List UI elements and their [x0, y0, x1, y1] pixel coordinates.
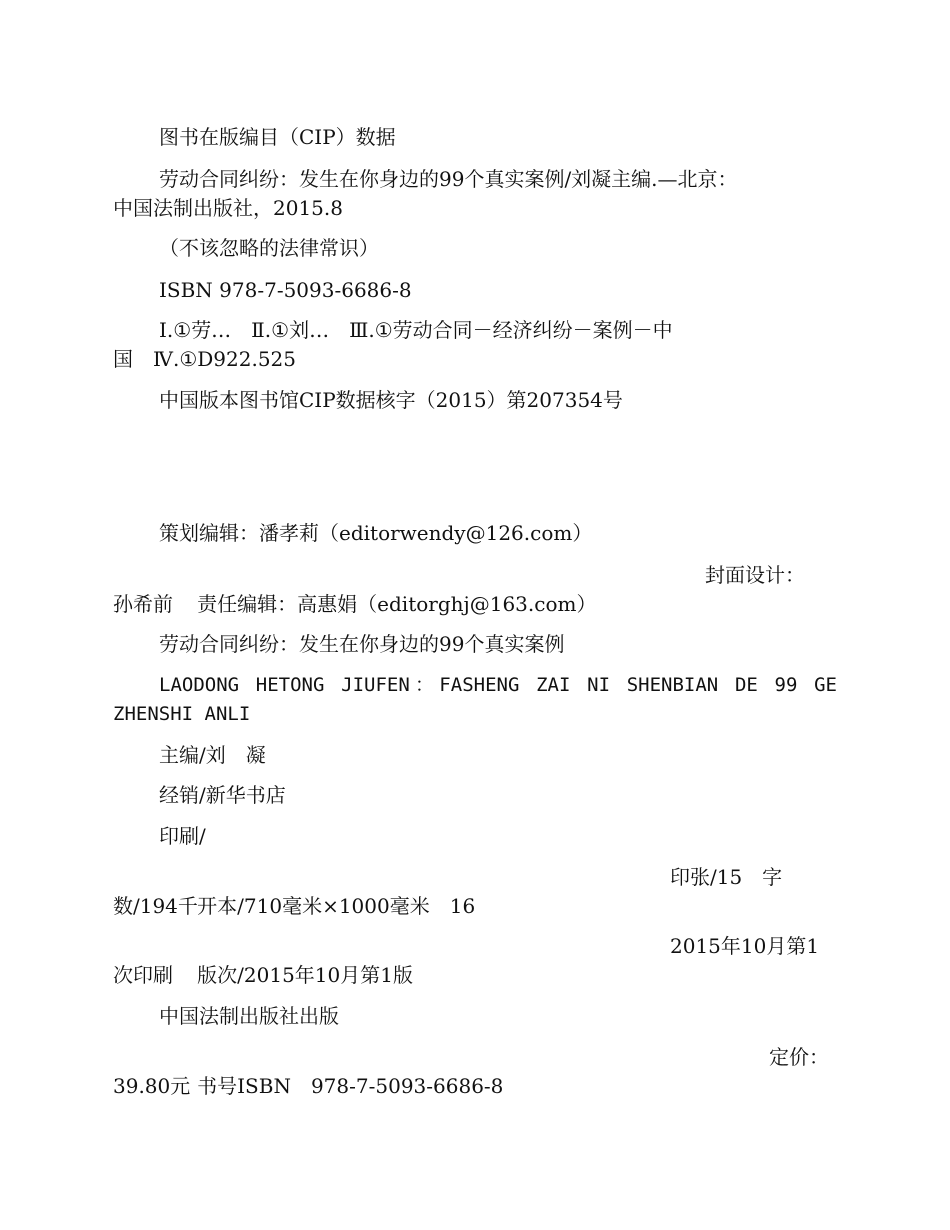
printing-line1: 2015年10月第1	[670, 934, 820, 958]
cip-series: （不该忽略的法律常识）	[159, 236, 379, 260]
printer: 印刷/	[159, 824, 206, 848]
cip-title-entry: 劳动合同纠纷：发生在你身边的99个真实案例/刘凝主编.—北京： 中国法制出版社，2015.8	[113, 167, 738, 220]
publisher: 中国法制出版社出版	[159, 1004, 339, 1028]
book-title: 劳动合同纠纷：发生在你身边的99个真实案例	[159, 632, 565, 656]
cip-record-number: 中国版本图书馆CIP数据核字（2015）第207354号	[159, 388, 623, 412]
book-number-and-price	[113, 1043, 843, 1101]
cip-classification: Ⅰ.①劳… Ⅱ.①刘… Ⅲ.①劳动合同－经济纠纷－案例－中 国 Ⅳ.①D922.525	[113, 318, 673, 371]
printed-sheets: 印张/15 字	[670, 865, 783, 889]
planning-editor: 策划编辑：潘孝莉（editorwendy@126.com）	[159, 521, 593, 545]
cip-isbn: ISBN 978-7-5093-6686-8	[159, 278, 412, 302]
chief-editor: 主编/刘 凝	[159, 743, 266, 767]
cover-design-label: 封面设计：	[705, 563, 805, 587]
editors-and-cover-design	[113, 561, 843, 619]
price-value: 39.80元	[113, 1074, 191, 1098]
responsible-editor: 责任编辑：高惠娟（editorghj@163.com）	[197, 592, 597, 616]
distributor: 经销/新华书店	[159, 783, 286, 807]
edition: 版次/2015年10月第1版	[197, 963, 413, 987]
book-number: 书号ISBN 978-7-5093-6686-8	[197, 1074, 504, 1098]
edition-and-printing	[113, 932, 843, 990]
cover-design-name: 孙希前	[113, 592, 173, 616]
cip-heading: 图书在版编目（CIP）数据	[159, 125, 396, 149]
printing-line2: 次印刷	[113, 963, 173, 987]
price-label: 定价：	[769, 1045, 829, 1069]
format-and-sheets	[113, 863, 843, 921]
book-title-pinyin: LAODONG HETONG JIUFEN：FASHENG ZAI NI SHENBIAN DE 99 GE ZHENSHI ANLI	[113, 674, 837, 725]
book-format: 开本/710毫米×1000毫米 16	[197, 894, 476, 918]
word-count: 数/194千	[113, 894, 198, 918]
